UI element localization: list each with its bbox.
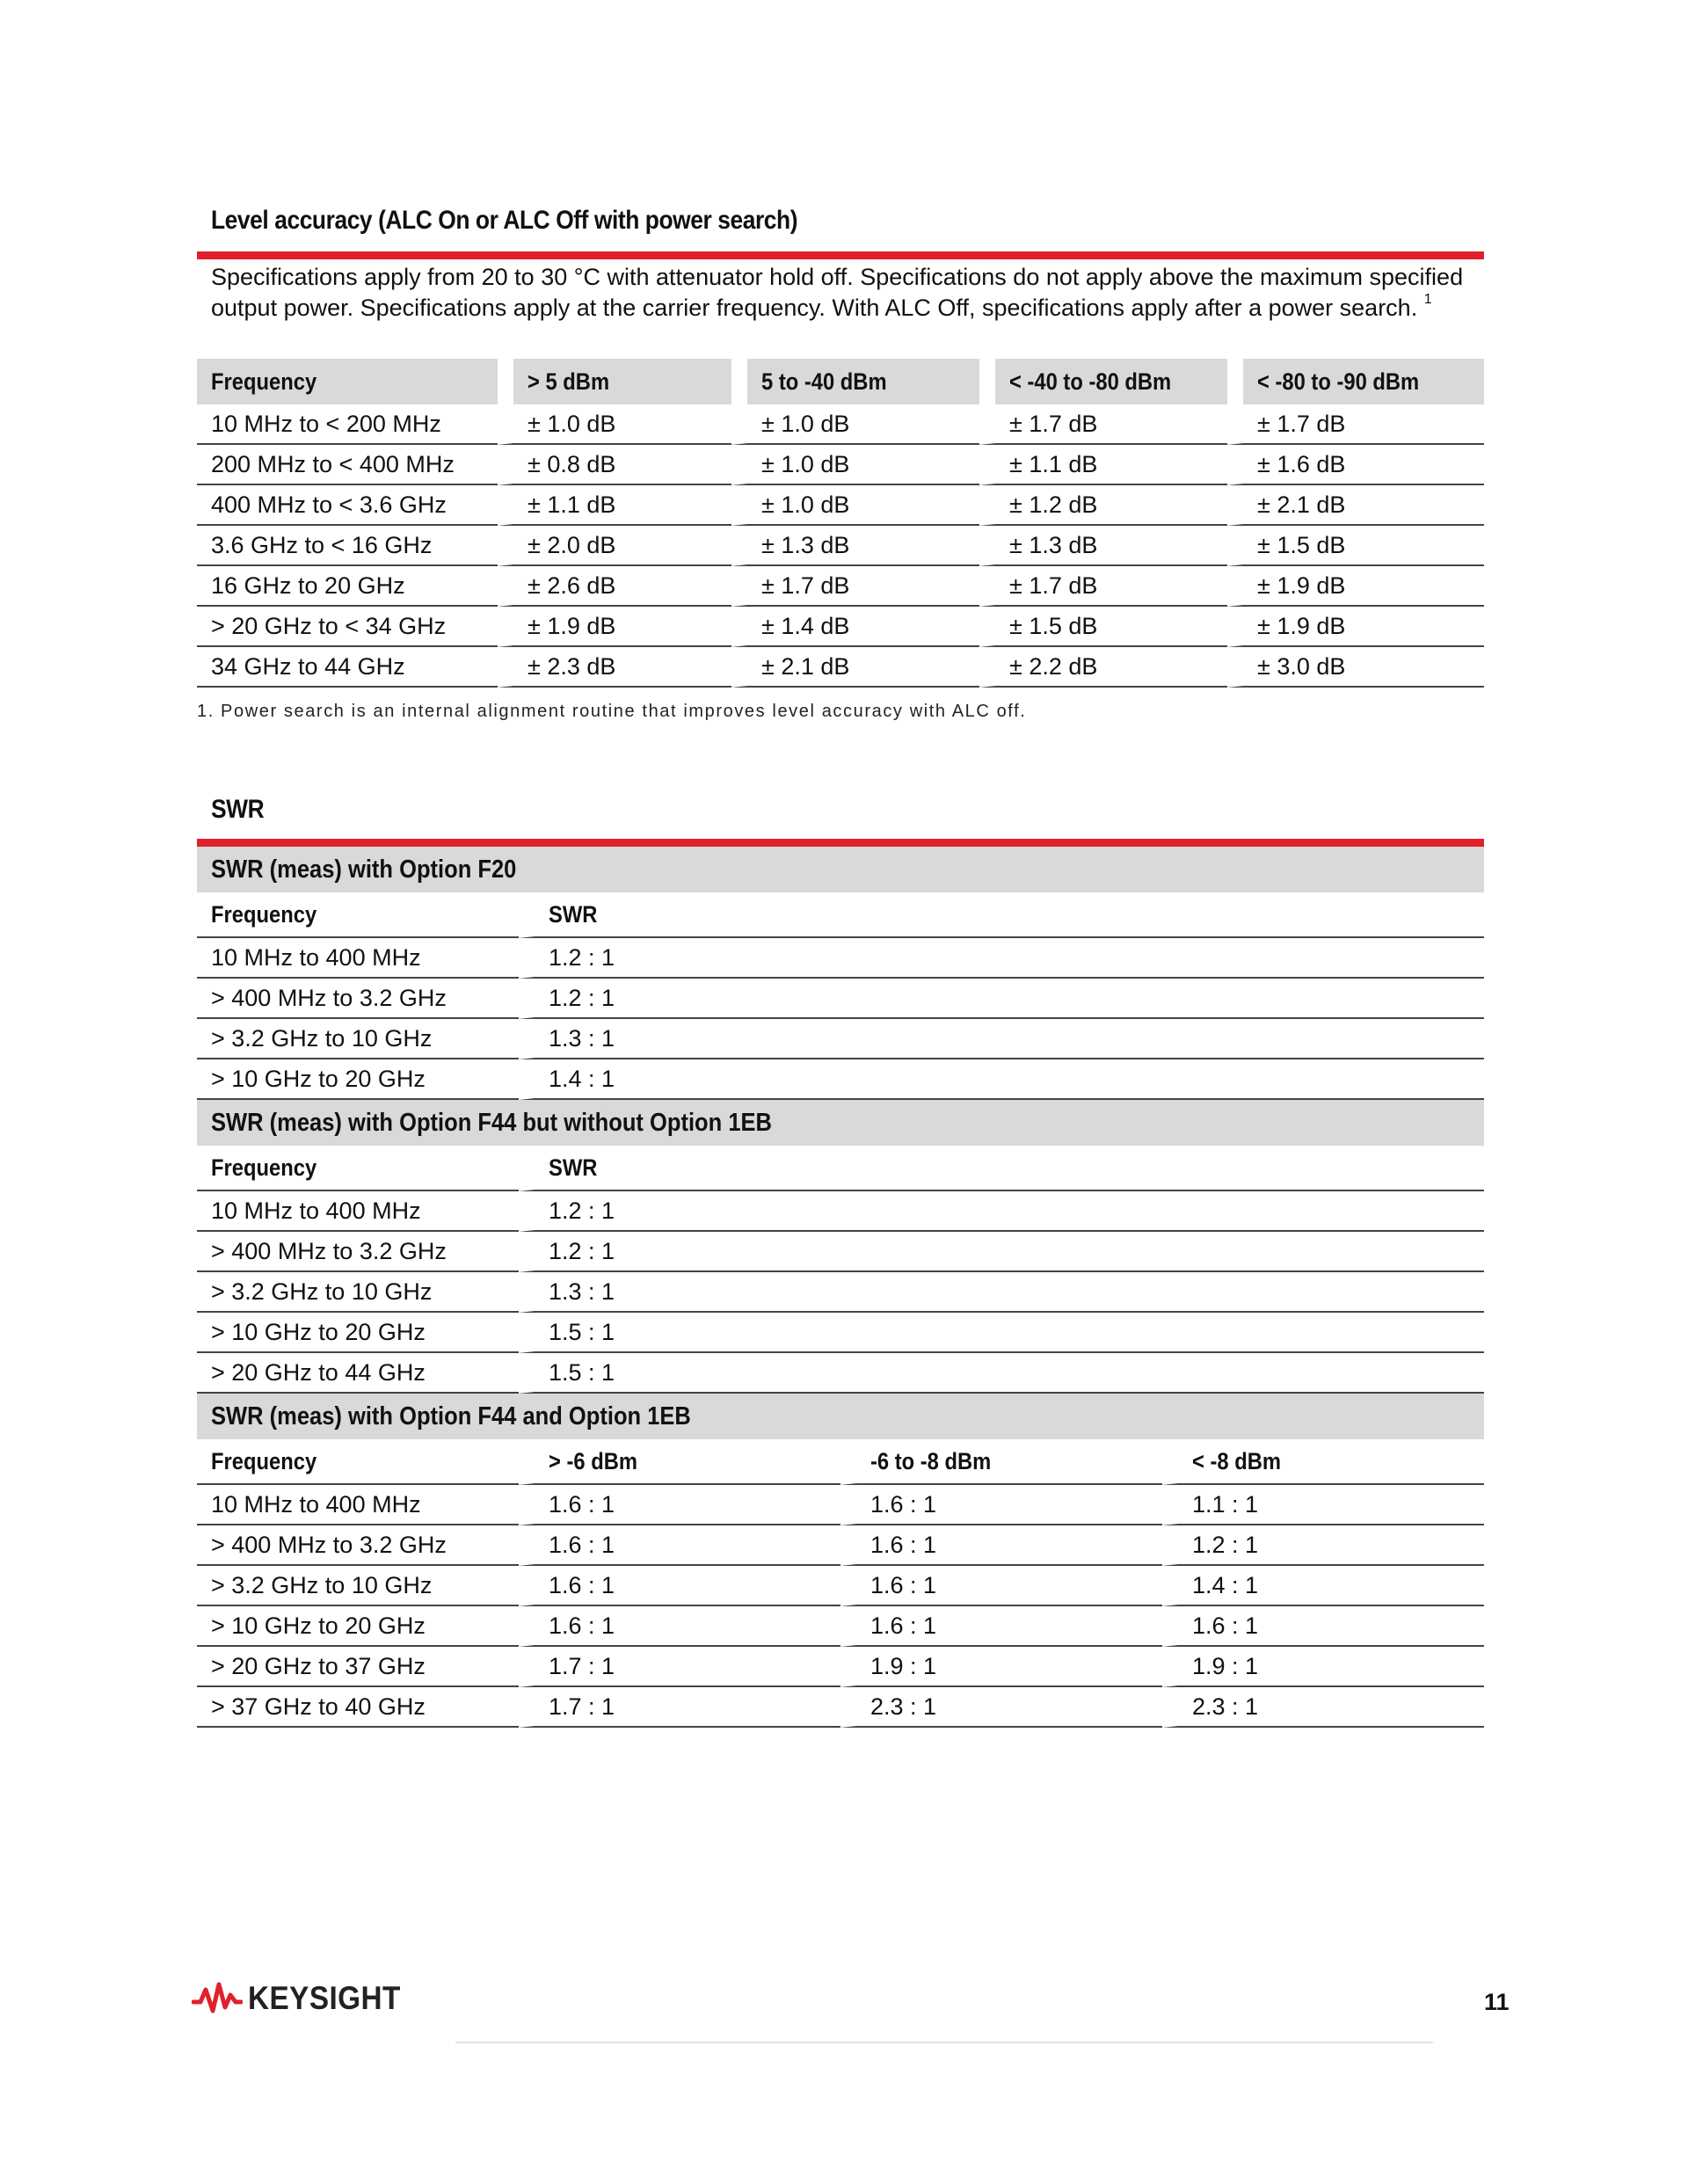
column-header: Frequency bbox=[197, 892, 519, 938]
table-cell: ± 1.9 dB bbox=[498, 607, 731, 647]
table-row bbox=[197, 1485, 1484, 1525]
column-header: > 5 dBm bbox=[498, 359, 731, 404]
table-row bbox=[197, 979, 1484, 1019]
table-cell: > 20 GHz to < 34 GHz bbox=[197, 607, 498, 647]
band-title: SWR (meas) with Option F44 and Option 1EB bbox=[197, 1394, 1484, 1439]
table-cell: > 20 GHz to 37 GHz bbox=[197, 1647, 519, 1687]
table-cell: 16 GHz to 20 GHz bbox=[197, 566, 498, 607]
table-cell: 2.3 : 1 bbox=[1162, 1687, 1484, 1728]
table-cell: > 3.2 GHz to 10 GHz bbox=[197, 1272, 519, 1313]
table-row bbox=[197, 938, 1484, 979]
table-cell: ± 2.3 dB bbox=[498, 647, 731, 688]
column-header: SWR bbox=[519, 892, 1484, 938]
table-cell: > 3.2 GHz to 10 GHz bbox=[197, 1019, 519, 1059]
table-row bbox=[197, 1566, 1484, 1606]
table-row bbox=[197, 607, 1484, 647]
swr-title: SWR bbox=[211, 795, 265, 824]
swr-band-f20 bbox=[197, 847, 1484, 892]
table-cell: > 20 GHz to 44 GHz bbox=[197, 1353, 519, 1394]
table-cell: ± 1.5 dB bbox=[979, 607, 1227, 647]
column-header: Frequency bbox=[197, 1439, 519, 1485]
table-cell: ± 1.0 dB bbox=[731, 445, 979, 485]
table-cell: 1.5 : 1 bbox=[519, 1353, 1484, 1394]
section-divider bbox=[197, 251, 1484, 259]
table-cell: > 400 MHz to 3.2 GHz bbox=[197, 979, 519, 1019]
column-header: SWR bbox=[519, 1146, 1484, 1191]
table-cell: ± 1.7 dB bbox=[979, 566, 1227, 607]
table-cell: 1.6 : 1 bbox=[840, 1606, 1162, 1647]
level-accuracy-table bbox=[197, 359, 1484, 688]
table-cell: 3.6 GHz to < 16 GHz bbox=[197, 526, 498, 566]
table-cell: ± 2.2 dB bbox=[979, 647, 1227, 688]
intro-text: Specifications apply from 20 to 30 °C with attenuator hold off. Specifications do not apply above the maximum specified output power. Specifications apply at the carrier frequency. With ALC Off, specifications apply after a power search. bbox=[211, 264, 1464, 321]
table-cell: ± 1.2 dB bbox=[979, 485, 1227, 526]
column-header: 5 to -40 dBm bbox=[731, 359, 979, 404]
table-cell: ± 2.1 dB bbox=[731, 647, 979, 688]
table-cell: ± 2.6 dB bbox=[498, 566, 731, 607]
keysight-wave-icon bbox=[192, 1979, 243, 2018]
table-row bbox=[197, 1606, 1484, 1647]
table-row bbox=[197, 1525, 1484, 1566]
table-cell: 1.3 : 1 bbox=[519, 1272, 1484, 1313]
footnote-ref: 1 bbox=[1423, 292, 1432, 307]
swr-band-f44 bbox=[197, 1100, 1484, 1146]
band-title: SWR (meas) with Option F20 bbox=[197, 847, 1484, 892]
section-divider bbox=[197, 839, 1484, 847]
table-row bbox=[197, 1272, 1484, 1313]
keysight-logo bbox=[192, 1977, 418, 2020]
table-header-row bbox=[197, 359, 1484, 404]
table-cell: 34 GHz to 44 GHz bbox=[197, 647, 498, 688]
table-cell: ± 1.7 dB bbox=[1227, 404, 1484, 445]
table-cell: > 37 GHz to 40 GHz bbox=[197, 1687, 519, 1728]
table-cell: 2.3 : 1 bbox=[840, 1687, 1162, 1728]
level-accuracy-title: Level accuracy (ALC On or ALC Off with power search) bbox=[211, 206, 798, 235]
table-cell: ± 2.1 dB bbox=[1227, 485, 1484, 526]
footnote: 1. Power search is an internal alignment routine that improves level accuracy with ALC off. bbox=[197, 702, 1027, 721]
table-cell: 10 MHz to 400 MHz bbox=[197, 1485, 519, 1525]
table-cell: ± 0.8 dB bbox=[498, 445, 731, 485]
table-row bbox=[197, 1647, 1484, 1687]
table-cell: ± 1.1 dB bbox=[498, 485, 731, 526]
column-header: < -40 to -80 dBm bbox=[979, 359, 1227, 404]
page-number: 11 bbox=[1484, 1989, 1510, 2015]
table-row bbox=[197, 1059, 1484, 1100]
table-row bbox=[197, 1019, 1484, 1059]
table-header-row bbox=[197, 892, 1484, 938]
table-cell: 1.6 : 1 bbox=[519, 1566, 840, 1606]
table-cell: > 400 MHz to 3.2 GHz bbox=[197, 1525, 519, 1566]
swr-table bbox=[197, 847, 1484, 1728]
table-cell: ± 1.6 dB bbox=[1227, 445, 1484, 485]
table-cell: 1.6 : 1 bbox=[519, 1525, 840, 1566]
swr-band-f44-1eb bbox=[197, 1394, 1484, 1439]
table-cell: 1.4 : 1 bbox=[1162, 1566, 1484, 1606]
table-cell: ± 3.0 dB bbox=[1227, 647, 1484, 688]
table-cell: 1.2 : 1 bbox=[519, 938, 1484, 979]
table-cell: ± 1.9 dB bbox=[1227, 607, 1484, 647]
table-cell: 1.5 : 1 bbox=[519, 1313, 1484, 1353]
column-header: -6 to -8 dBm bbox=[840, 1439, 1162, 1485]
table-cell: > 10 GHz to 20 GHz bbox=[197, 1606, 519, 1647]
table-cell: ± 1.3 dB bbox=[731, 526, 979, 566]
table-cell: 1.6 : 1 bbox=[840, 1525, 1162, 1566]
table-row bbox=[197, 404, 1484, 445]
table-cell: ± 1.7 dB bbox=[731, 566, 979, 607]
table-cell: ± 1.3 dB bbox=[979, 526, 1227, 566]
table-cell: 10 MHz to 400 MHz bbox=[197, 938, 519, 979]
table-cell: 1.3 : 1 bbox=[519, 1019, 1484, 1059]
table-cell: 200 MHz to < 400 MHz bbox=[197, 445, 498, 485]
table-cell: 1.9 : 1 bbox=[1162, 1647, 1484, 1687]
table-cell: 1.9 : 1 bbox=[840, 1647, 1162, 1687]
column-header: > -6 dBm bbox=[519, 1439, 840, 1485]
table-row bbox=[197, 1313, 1484, 1353]
column-header: < -80 to -90 dBm bbox=[1227, 359, 1484, 404]
table-cell: ± 1.1 dB bbox=[979, 445, 1227, 485]
table-cell: > 3.2 GHz to 10 GHz bbox=[197, 1566, 519, 1606]
table-cell: 1.2 : 1 bbox=[519, 1232, 1484, 1272]
table-cell: ± 1.5 dB bbox=[1227, 526, 1484, 566]
table-row bbox=[197, 1232, 1484, 1272]
table-cell: 1.6 : 1 bbox=[1162, 1606, 1484, 1647]
table-cell: 10 MHz to < 200 MHz bbox=[197, 404, 498, 445]
table-cell: ± 1.4 dB bbox=[731, 607, 979, 647]
table-cell: > 10 GHz to 20 GHz bbox=[197, 1059, 519, 1100]
table-row bbox=[197, 647, 1484, 688]
table-row bbox=[197, 1353, 1484, 1394]
level-accuracy-intro bbox=[211, 262, 1468, 324]
table-cell: 1.2 : 1 bbox=[519, 1191, 1484, 1232]
table-row bbox=[197, 1687, 1484, 1728]
table-cell: ± 1.0 dB bbox=[731, 485, 979, 526]
footer-rule bbox=[455, 2042, 1433, 2043]
table-cell: 400 MHz to < 3.6 GHz bbox=[197, 485, 498, 526]
table-cell: ± 1.9 dB bbox=[1227, 566, 1484, 607]
table-cell: 1.6 : 1 bbox=[519, 1606, 840, 1647]
table-cell: 1.1 : 1 bbox=[1162, 1485, 1484, 1525]
table-cell: 1.7 : 1 bbox=[519, 1687, 840, 1728]
column-header: Frequency bbox=[197, 1146, 519, 1191]
table-row bbox=[197, 445, 1484, 485]
table-cell: ± 1.0 dB bbox=[731, 404, 979, 445]
table-cell: 1.4 : 1 bbox=[519, 1059, 1484, 1100]
band-title: SWR (meas) with Option F44 but without Option 1EB bbox=[197, 1100, 1484, 1146]
table-cell: 1.6 : 1 bbox=[519, 1485, 840, 1525]
table-row bbox=[197, 1191, 1484, 1232]
table-cell: ± 1.7 dB bbox=[979, 404, 1227, 445]
table-row bbox=[197, 526, 1484, 566]
table-cell: 1.6 : 1 bbox=[840, 1566, 1162, 1606]
table-row bbox=[197, 485, 1484, 526]
table-header-row bbox=[197, 1146, 1484, 1191]
table-cell: 1.2 : 1 bbox=[519, 979, 1484, 1019]
brand-name: KEYSIGHT bbox=[248, 1980, 401, 2016]
table-cell: > 10 GHz to 20 GHz bbox=[197, 1313, 519, 1353]
table-cell: 1.6 : 1 bbox=[840, 1485, 1162, 1525]
table-cell: ± 2.0 dB bbox=[498, 526, 731, 566]
table-cell: 10 MHz to 400 MHz bbox=[197, 1191, 519, 1232]
table-header-row bbox=[197, 1439, 1484, 1485]
table-cell: 1.7 : 1 bbox=[519, 1647, 840, 1687]
column-header: < -8 dBm bbox=[1162, 1439, 1484, 1485]
table-cell: 1.2 : 1 bbox=[1162, 1525, 1484, 1566]
table-row bbox=[197, 566, 1484, 607]
table-cell: > 400 MHz to 3.2 GHz bbox=[197, 1232, 519, 1272]
column-header: Frequency bbox=[197, 359, 498, 404]
table-cell: ± 1.0 dB bbox=[498, 404, 731, 445]
